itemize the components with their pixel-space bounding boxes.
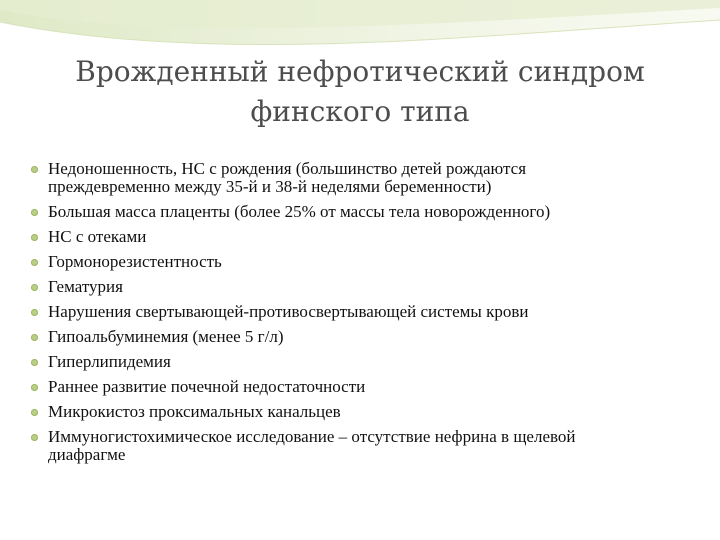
- bullet-icon: [31, 359, 38, 366]
- title-line: Врожденный нефротический синдром: [75, 55, 645, 88]
- list-item: [28, 303, 700, 321]
- bullet-icon: [31, 384, 38, 391]
- list-item-line: Гипоальбуминемия (менее 5 г/л): [48, 327, 284, 346]
- list-item: [28, 353, 700, 371]
- list-item-line: Гормонорезистентность: [48, 252, 222, 271]
- list-item: [28, 278, 700, 296]
- title-line: финского типа: [250, 95, 470, 128]
- list-item: [28, 253, 700, 271]
- list-item: [28, 203, 700, 221]
- bullet-icon: [31, 309, 38, 316]
- list-item: [28, 378, 700, 396]
- list-item-line: Гиперлипидемия: [48, 352, 171, 371]
- list-item-line: Гематурия: [48, 277, 123, 296]
- bullet-icon: [31, 209, 38, 216]
- list-item: [28, 228, 700, 246]
- list-item: [28, 160, 700, 196]
- bullet-icon: [31, 234, 38, 241]
- bullet-icon: [31, 334, 38, 341]
- bullet-icon: [31, 434, 38, 441]
- list-item-line: преждевременно между 35-й и 38-й неделями беременности): [48, 177, 492, 196]
- list-item: [28, 403, 700, 421]
- list-item: [28, 328, 700, 346]
- list-item-line: Нарушения свертывающей-противосвертывающей системы крови: [48, 302, 529, 321]
- list-item-line: Микрокистоз проксимальных канальцев: [48, 402, 341, 421]
- list-item: [28, 428, 700, 464]
- list-item-line: Раннее развитие почечной недостаточности: [48, 377, 366, 396]
- bullet-list: [28, 160, 700, 471]
- bullet-icon: [31, 166, 38, 173]
- bullet-icon: [31, 259, 38, 266]
- list-item-line: НС с отеками: [48, 227, 147, 246]
- list-item-line: Большая масса плаценты (более 25% от массы тела новорожденного): [48, 202, 551, 221]
- list-item-line: Недоношенность, НС с рождения (большинство детей рождаются: [48, 159, 527, 178]
- bullet-icon: [31, 284, 38, 291]
- list-item-line: Иммуногистохимическое исследование – отсутствие нефрина в щелевой: [48, 427, 576, 446]
- list-item-line: диафрагме: [48, 445, 126, 464]
- slide-title: [60, 52, 660, 132]
- bullet-icon: [31, 409, 38, 416]
